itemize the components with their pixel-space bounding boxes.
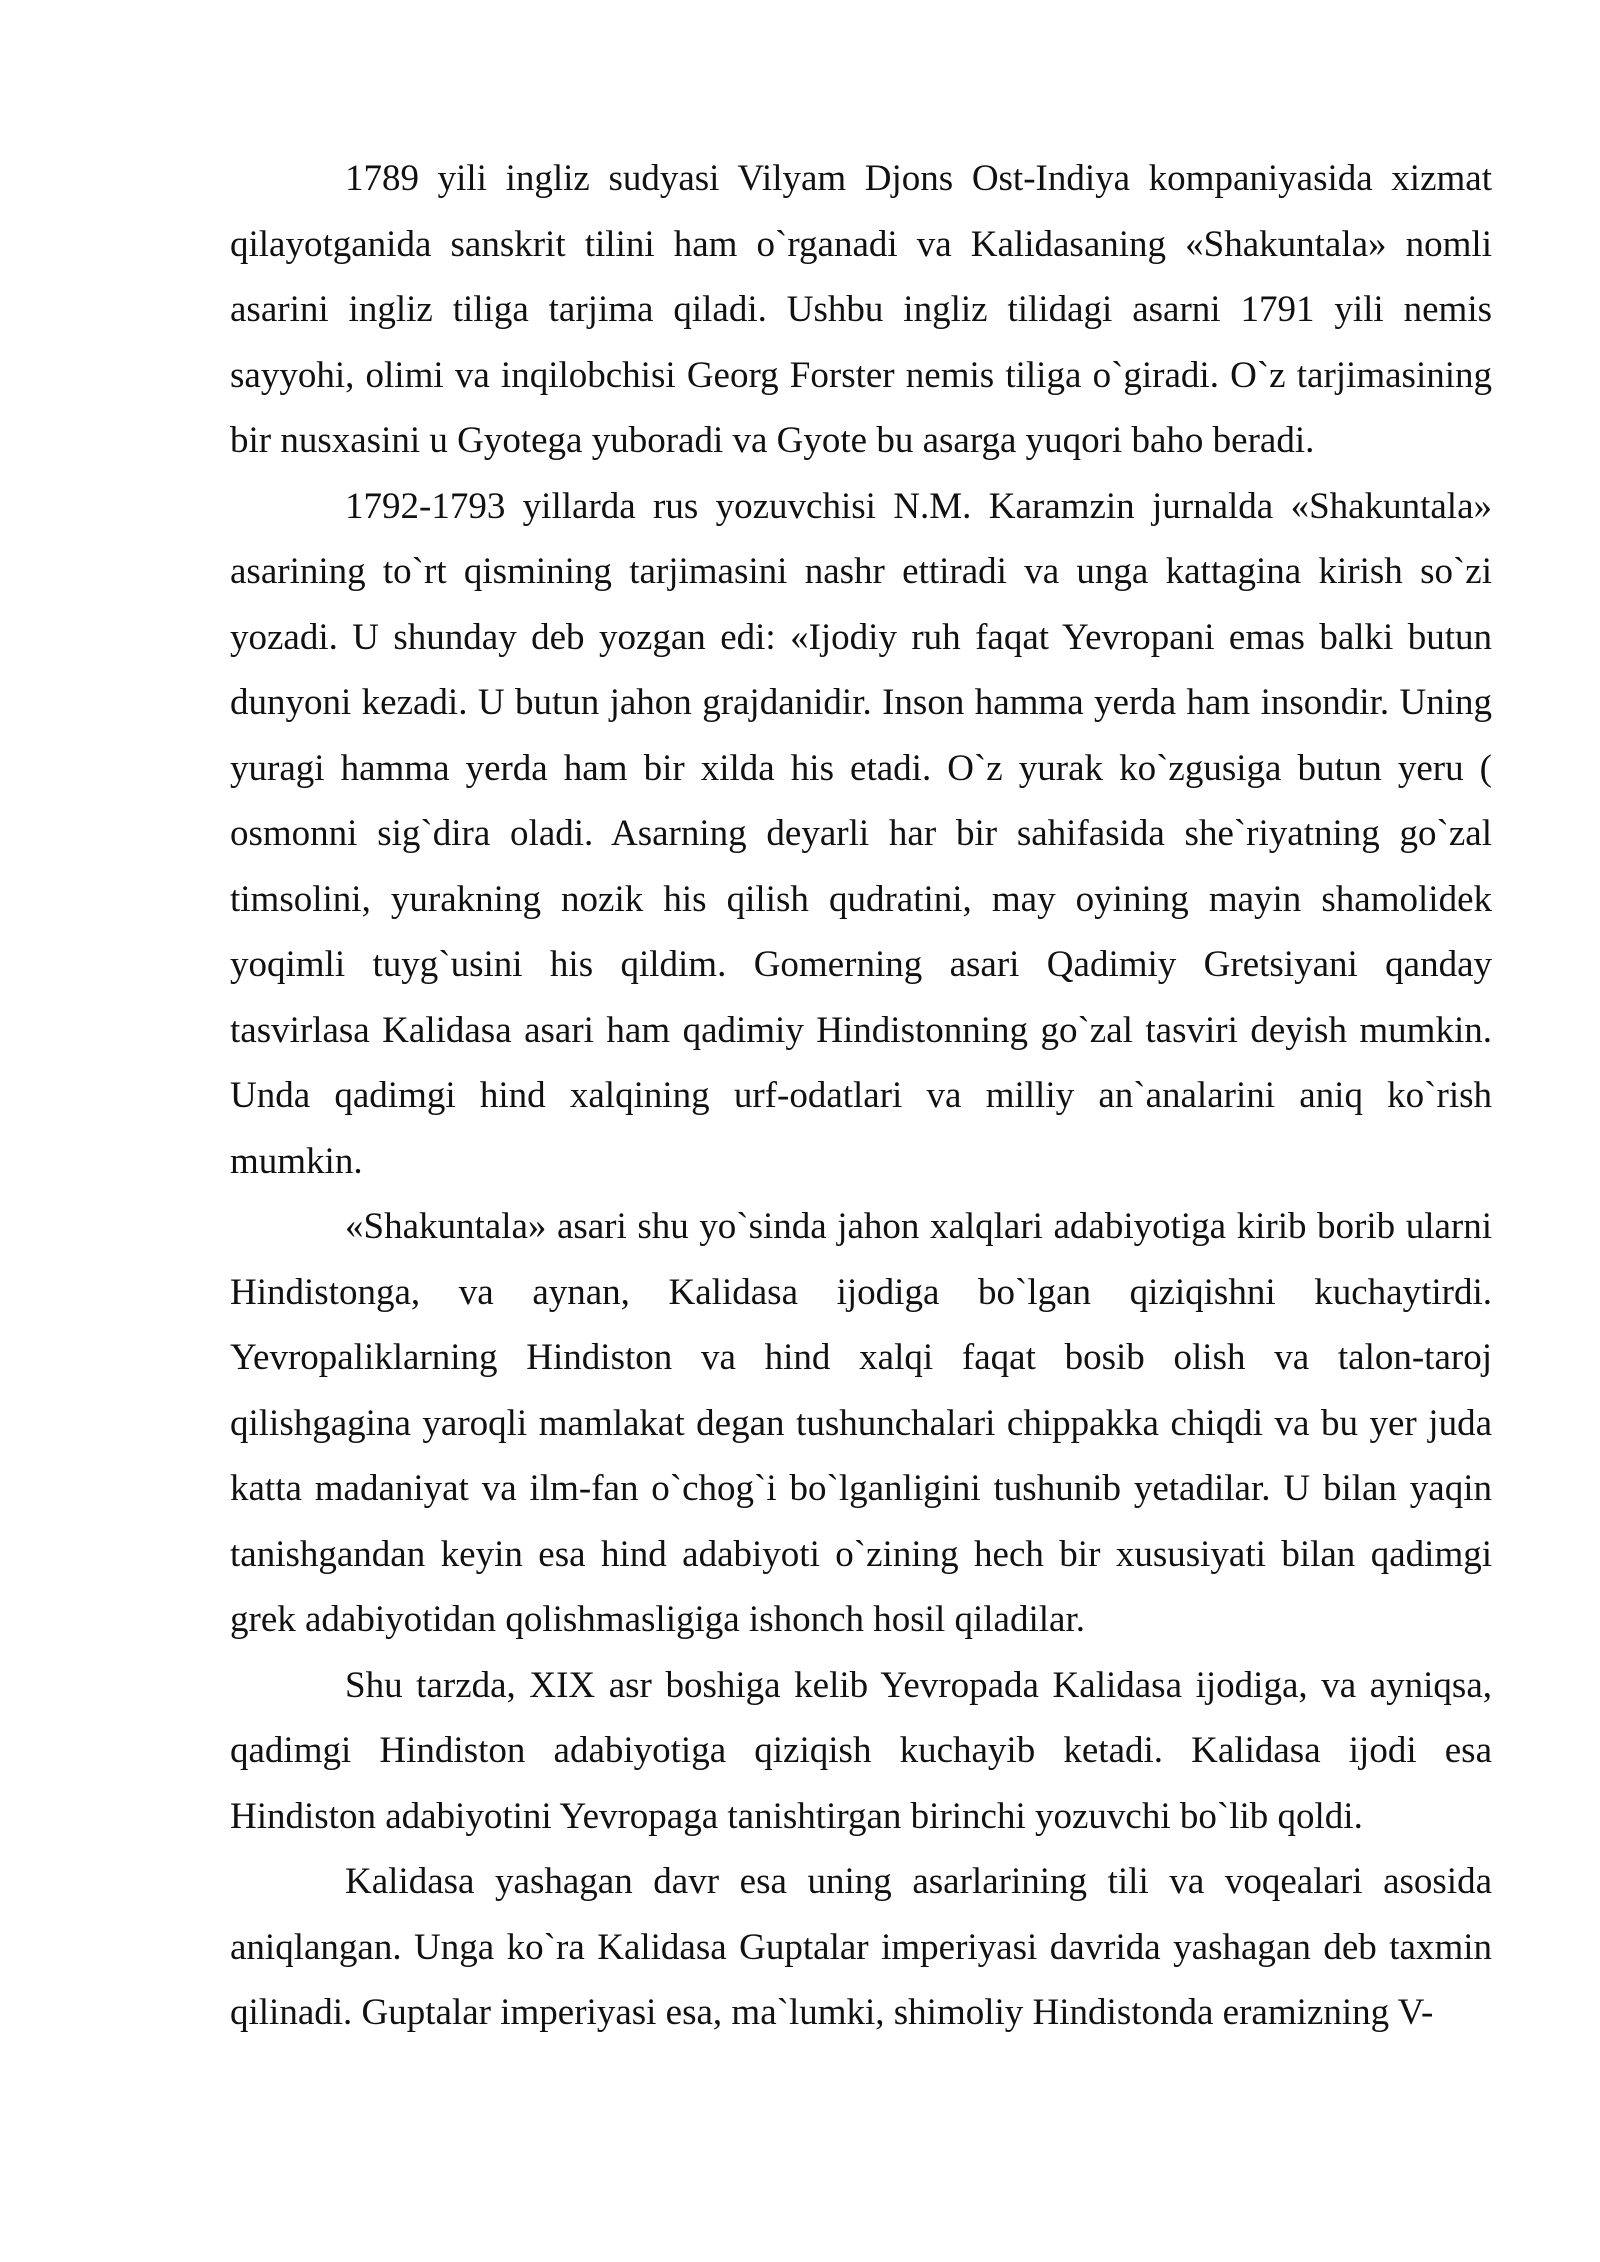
paragraph-djons-translation: 1789 yili ingliz sudyasi Vilyam Djons Ost-Indiya kompaniyasida xizmat qilayotganida sanskrit tilini ham o`rganadi va Kalidasaning «Shakuntala» nomli asarini ingliz tiliga tarjima qiladi. Ushbu ingliz tilidagi asarni 1791 yili nemis sayyohi, olimi va inqilobchisi Georg Forster nemis tiliga o`giradi. O`z tarjimasining bir nusxasini u Gyotega yuboradi va Gyote bu asarga yuqori baho beradi.	[230, 158, 1492, 461]
paragraph-shakuntala-influence: «Shakuntala» asari shu yo`sinda jahon xalqlari adabiyotiga kirib borib ularni Hindistonga, va aynan, Kalidasa ijodiga bo`lgan qiziqishni kuchaytirdi. Yevropaliklarning Hindiston va hind xalqi faqat bosib olish va talon-taroj qilishgagina yaroqli mamlakat degan tushunchalari chippakka chiqdi va bu yer juda katta madaniyat va ilm-fan o`chog`i bo`lganligini tushunib yetadilar. U bilan yaqin tanishgandan keyin esa hind adabiyoti o`zining hech bir xususiyati bilan qadimgi grek adabiyotidan qolishmasligiga ishonch hosil qiladilar.	[230, 1206, 1492, 1640]
paragraph-xix-century: Shu tarzda, XIX asr boshiga kelib Yevropada Kalidasa ijodiga, va ayniqsa, qadimgi Hindiston adabiyotiga qiziqish kuchayib ketadi. Kalidasa ijodi esa Hindiston adabiyotini Yevropaga tanishtirgan birinchi yozuvchi bo`lib qoldi.	[230, 1664, 1492, 1837]
document-page	[230, 146, 1492, 2046]
paragraph-kalidasa-era: Kalidasa yashagan davr esa uning asarlarining tili va voqealari asosida aniqlangan. Unga ko`ra Kalidasa Guptalar imperiyasi davrida yashagan deb taxmin qilinadi. Guptalar imperiyasi esa, ma`lumki, shimoliy Hindistonda eramizning V-	[230, 1861, 1492, 2033]
paragraph-karamzin: 1792-1793 yillarda rus yozuvchisi N.M. Karamzin jurnalda «Shakuntala» asarining to`rt qismining tarjimasini nashr ettiradi va unga kattagina kirish so`zi yozadi. U shunday deb yozgan edi: «Ijodiy ruh faqat Yevropani emas balki butun dunyoni kezadi. U butun jahon grajdanidir. Inson hamma yerda ham insondir. Uning yuragi hamma yerda ham bir xilda his etadi. O`z yurak ko`zgusiga butun yeru ( osmonni sig`dira oladi. Asarning deyarli har bir sahifasida she`riyatning go`zal timsolini, yurakning nozik his qilish qudratini, may oyining mayin shamolidek yoqimli tuyg`usini his qildim. Gomerning asari Qadimiy Gretsiyani qanday tasvirlasa Kalidasa asari ham qadimiy Hindistonning go`zal tasviri deyish mumkin. Unda qadimgi hind xalqining urf-odatlari va milliy an`analarini aniq ko`rish mumkin.	[230, 485, 1492, 1182]
